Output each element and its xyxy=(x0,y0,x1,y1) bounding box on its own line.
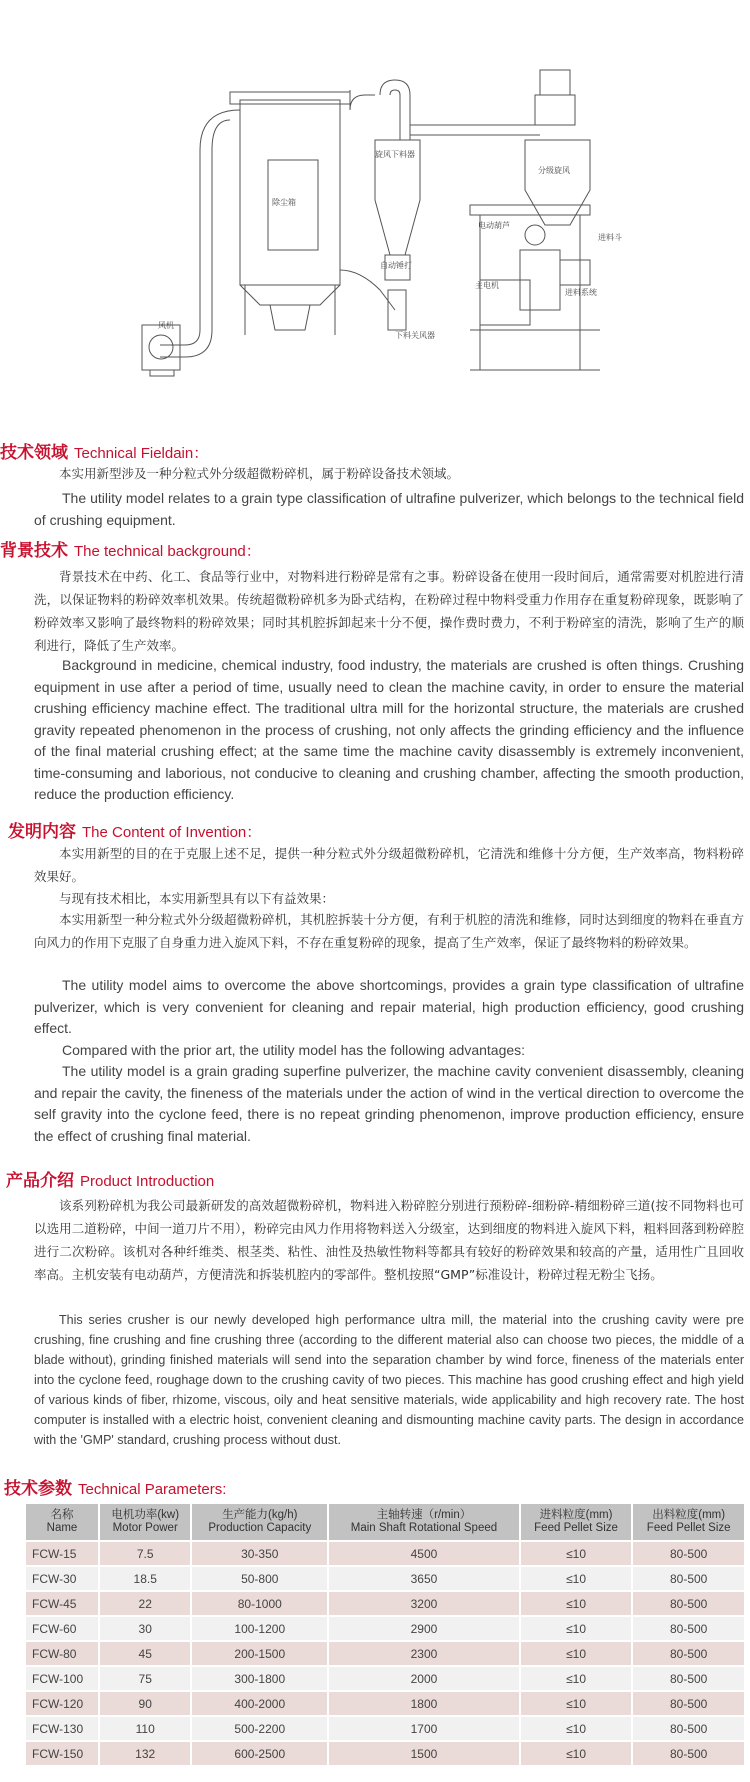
machine-diagram xyxy=(0,0,750,420)
invention-cn-2: 与现有技术相比，本实用新型具有以下有益效果： xyxy=(59,891,335,906)
classifier xyxy=(525,140,590,225)
parameters-table xyxy=(24,1502,746,1767)
table-row: FCW-150 132 600-2500 1500 ≤10 80-500 xyxy=(26,1742,744,1765)
label-hoist: 电动葫芦 xyxy=(478,221,510,230)
header-output-size: 出料粒度(mm) Feed Pellet Size xyxy=(633,1504,744,1540)
title-cn: 技术参数 xyxy=(4,1479,72,1499)
table-row: FCW-15 7.5 30-350 4500 ≤10 80-500 xyxy=(26,1542,744,1565)
section-title-product xyxy=(6,1166,214,1191)
section-title-field xyxy=(0,438,208,463)
header-feed-size: 进料粒度(mm) Feed Pellet Size xyxy=(521,1504,632,1540)
invention-en-1: The utility model aims to overcome the above shortcomings, provides a grain type classification of ultrafine pulverizer, which is very convenient for cleaning and repair material, high production efficiency, good crushing effect. xyxy=(34,977,744,1036)
dust-collector xyxy=(240,100,340,285)
background-cn: 背景技术在中药、化工、食品等行业中，对物料进行粉碎是常有之事。粉碎设备在使用一段时间后，通常需要对机腔进行清洗，以保证物料的粉碎效率机效果。传统超微粉碎机多为卧式结构，在粉碎过程中物料受重力作用存在重复粉碎现象，既影响了粉碎效率又影响了最终物料的粉碎效果；同时其机腔拆卸起来十分不便，操作费时费力，不利于粉碎室的清洗，影响了生产的顺利进行，降低了生产效率。 xyxy=(34,569,744,653)
label-fan: 风机 xyxy=(158,321,174,330)
title-en: Product Introduction xyxy=(80,1173,215,1190)
header-power: 电机功率(kw) Motor Power xyxy=(100,1504,190,1540)
field-cn: 本实用新型涉及一种分粒式外分级超微粉碎机，属于粉碎设备技术领域。 xyxy=(59,466,460,481)
table-row: FCW-100 75 300-1800 2000 ≤10 80-500 xyxy=(26,1667,744,1690)
table-row: FCW-80 45 200-1500 2300 ≤10 80-500 xyxy=(26,1642,744,1665)
section-title-background xyxy=(0,536,261,561)
label-hopper: 进料斗 xyxy=(598,233,622,242)
label-feed-system: 进料系统 xyxy=(565,288,597,297)
title-cn: 发明内容 xyxy=(8,822,76,842)
title-en: Technical Parameters: xyxy=(78,1481,227,1498)
title-cn: 背景技术 xyxy=(0,541,68,561)
header-speed: 主轴转速（r/min） Main Shaft Rotational Speed xyxy=(329,1504,519,1540)
fan xyxy=(142,325,180,370)
table-row: FCW-45 22 80-1000 3200 ≤10 80-500 xyxy=(26,1592,744,1615)
invention-en-2: Compared with the prior art, the utility model has the following advantages: xyxy=(62,1042,526,1058)
title-cn: 产品介绍 xyxy=(6,1171,74,1191)
label-discharge: 下料关风器 xyxy=(395,331,435,340)
invention-cn-3: 本实用新型一种分粒式外分级超微粉碎机，其机腔拆装十分方便，有利于机腔的清洗和维修，同时达到细度的物料在垂直方向风力的作用下克服了自身重力进入旋风下料，不存在重复粉碎的现象，提高了生产效率，保证了最终物料的粉碎效果。 xyxy=(34,912,744,950)
title-en: Technical Fieldain： xyxy=(74,445,209,462)
table-row: FCW-60 30 100-1200 2900 ≤10 80-500 xyxy=(26,1617,744,1640)
section-title-params xyxy=(4,1474,226,1499)
product-en: This series crusher is our newly developed high performance ultra mill, the material into the crushing cavity were pre crushing, fine crushing and fine crushing three (according to the different material also can choose two pieces, the middle of a blade without), grinding finished materials will send into the separation chamber by wind force, fineness of the materials enter into the cyclone feed, roughage down to the crushing cavity of two pieces. This machine has good crushing effect and high yield of various kinds of fiber, rhizome, viscous, oily and heat sensitive materials, wide applicability and high recovery rate. The host computer is installed with a electric hoist, convenient cleaning and dismounting machine cavity parts. The design in accordance with the 'GMP' standard, crushing process without dust. xyxy=(34,1313,744,1447)
title-en: The technical background： xyxy=(74,543,261,560)
field-en: The utility model relates to a grain type classification of ultrafine pulverizer, which belongs to the technical field of crushing equipment. xyxy=(34,490,744,528)
title-en: The Content of Invention： xyxy=(82,824,262,841)
label-cyclone: 旋风下料器 xyxy=(375,150,415,159)
table-row: FCW-130 110 500-2200 1700 ≤10 80-500 xyxy=(26,1717,744,1740)
header-name: 名称 Name xyxy=(26,1504,98,1540)
label-auto-hammer: 自动锤打 xyxy=(380,261,412,270)
label-motor: 主电机 xyxy=(475,281,499,290)
header-capacity: 生产能力(kg/h) Production Capacity xyxy=(192,1504,327,1540)
product-cn: 该系列粉碎机为我公司最新研发的高效超微粉碎机，物料进入粉碎腔分别进行预粉碎-细粉碎-精细粉碎三道(按不同物料也可以选用二道粉碎，中间一道刀片不用），粉碎完由风力作用将物料送入分级室，达到细度的物料进入旋风下料，粗料回落到粉碎腔进行二次粉碎。该机对各种纤维类、根茎类、粘性、油性及热敏性物料等都具有较好的粉碎效果和较高的产量，适用性广且回收率高。主机安装有电动葫芦，方便清洗和拆装机腔内的零部件。整机按照“GMP”标准设计，粉碎过程无粉尘飞扬。 xyxy=(34,1198,744,1282)
section-title-invention xyxy=(8,817,261,842)
title-cn: 技术领域 xyxy=(0,443,68,463)
label-classifier: 分级旋风 xyxy=(538,166,570,175)
table-row: FCW-120 90 400-2000 1800 ≤10 80-500 xyxy=(26,1692,744,1715)
label-dust-box: 除尘箱 xyxy=(272,198,296,207)
invention-cn-1: 本实用新型的目的在于克服上述不足，提供一种分粒式外分级超微粉碎机，它清洗和维修十分方便，生产效率高，物料粉碎效果好。 xyxy=(34,846,744,884)
table-row: FCW-30 18.5 50-800 3650 ≤10 80-500 xyxy=(26,1567,744,1590)
invention-en-3: The utility model is a grain grading superfine pulverizer, the machine cavity convenient disassembly, cleaning and repair the cavity, the fineness of the materials under the action of wind in the vertical direction to overcome the self gravity into the cyclone feed, there is no repeat grinding phenomenon, improve production efficiency, ensure the effect of crushing final material. xyxy=(34,1063,744,1144)
background-en: Background in medicine, chemical industry, food industry, the materials are crushed is often things. Crushing equipment in use after a period of time, usually need to clean the machine cavity, in order to ensure the material crushing efficiency machine effect. The traditional ultra mill for the horizontal structure, the materials are crushed gravity repeated phenomenon in the process of crushing, not only affects the grinding efficiency and the influence of the final material crushing effect; at the same time the machine cavity disassembly is extremely inconvenient, time-consuming and laborious, not conducive to cleaning and crushing chamber, affecting the smooth production, reduce the production efficiency. xyxy=(34,657,744,802)
table-header-row xyxy=(26,1504,744,1540)
